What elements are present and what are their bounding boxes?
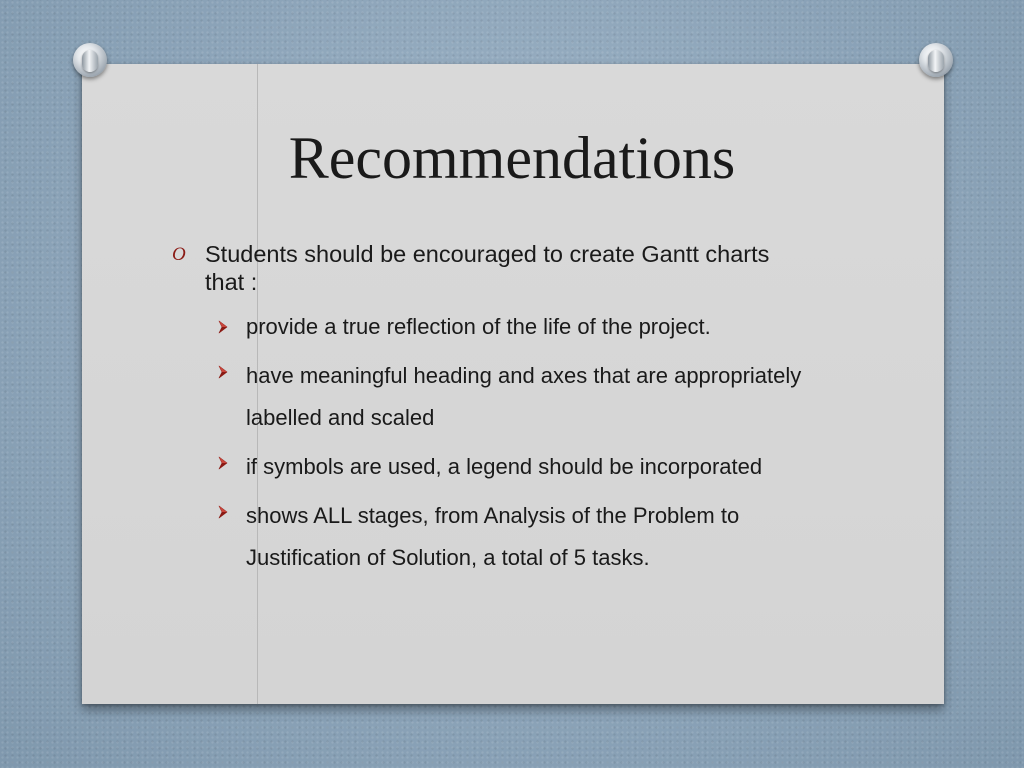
slide-title: Recommendations xyxy=(288,125,736,191)
main-bullet-text: Students should be encouraged to create Gantt charts that : xyxy=(205,241,770,295)
arrow-bullet-icon xyxy=(216,505,230,519)
arrow-bullet-icon xyxy=(216,456,230,470)
bullet-marker-icon: O xyxy=(172,244,186,265)
pushpin-icon xyxy=(72,42,108,78)
main-bullet xyxy=(172,240,812,296)
sub-bullet-list xyxy=(216,311,836,586)
sub-bullet-text: if symbols are used, a legend should be incorporated xyxy=(246,454,763,479)
arrow-bullet-icon xyxy=(216,365,230,379)
pushpin-icon xyxy=(918,42,954,78)
sub-bullet-text: have meaningful heading and axes that are appropriately labelled and scaled xyxy=(246,363,802,430)
sub-bullet-item xyxy=(216,355,836,439)
arrow-bullet-icon xyxy=(216,320,230,334)
sub-bullet-item xyxy=(216,495,836,579)
sub-bullet-item xyxy=(216,446,836,488)
sub-bullet-text: provide a true reflection of the life of the project. xyxy=(246,314,711,339)
sub-bullet-text: shows ALL stages, from Analysis of the Problem to Justification of Solution, a total of 5 tasks. xyxy=(246,503,740,570)
sub-bullet-item xyxy=(216,311,836,343)
